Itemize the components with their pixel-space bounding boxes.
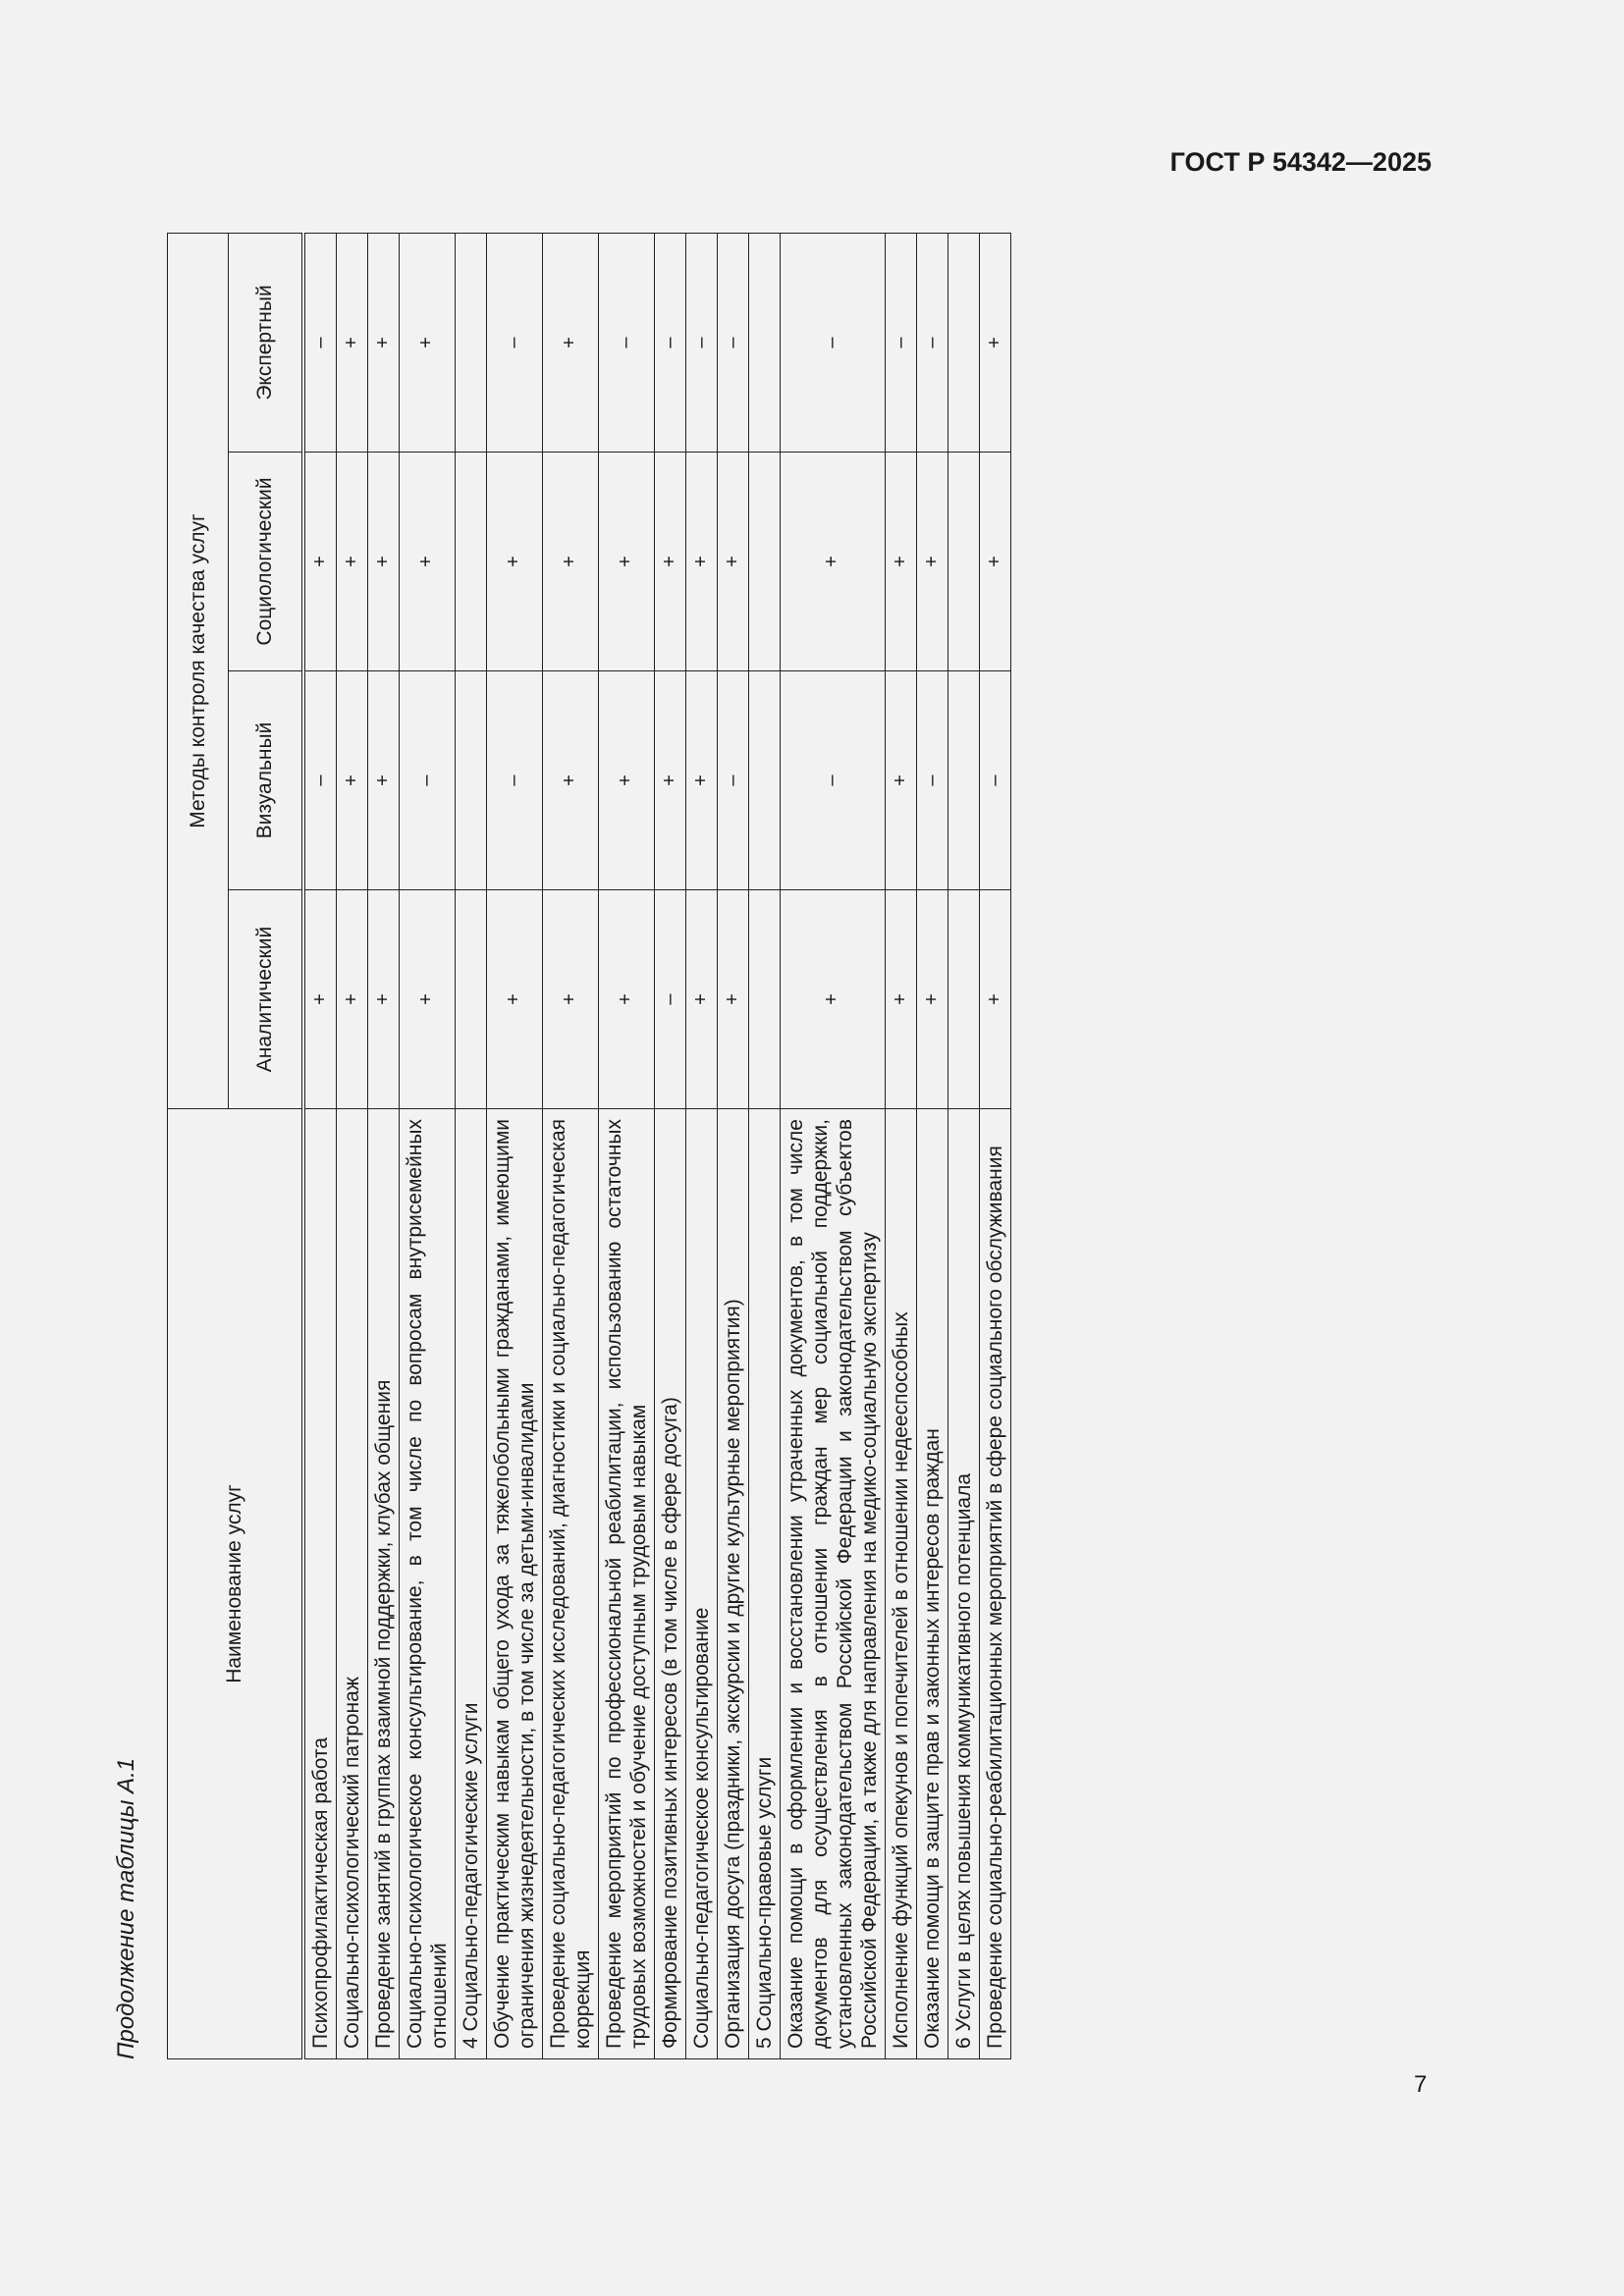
expert-mark: – [598, 233, 654, 452]
sociological-mark: + [399, 453, 455, 671]
sociological-mark: + [542, 453, 598, 671]
visual-mark: – [717, 671, 748, 890]
table-body [303, 233, 1011, 2058]
section-title: 4 Социально-педагогические услуги [455, 1109, 486, 2059]
analytic-mark [748, 890, 780, 1109]
sociological-mark: + [885, 453, 916, 671]
expert-mark: – [685, 233, 717, 452]
service-name: Психопрофилактическая работа [303, 1109, 337, 2059]
table-caption: Продолжение таблицы А.1 [113, 1757, 139, 2059]
services-table [167, 233, 1011, 2059]
expert-mark: – [717, 233, 748, 452]
service-name: Исполнение функций опекунов и попечителей в отношении недееспособных [885, 1109, 916, 2059]
table-row [979, 233, 1010, 2058]
visual-mark: – [486, 671, 542, 890]
sociological-mark: + [780, 453, 885, 671]
expert-mark: – [654, 233, 685, 452]
sociological-mark: + [717, 453, 748, 671]
sociological-mark: + [598, 453, 654, 671]
service-name: Организация досуга (праздники, экскурсии и другие культурные мероприятия) [717, 1109, 748, 2059]
service-name: Обучение практическим навыкам общего ухода за тяжелобольными гражданами, имеющими ограничения жизнедеятельности, в том числе за детьми-инвалидами [486, 1109, 542, 2059]
sociological-mark: + [685, 453, 717, 671]
expert-mark: + [542, 233, 598, 452]
expert-mark: + [979, 233, 1010, 452]
analytic-mark: + [542, 890, 598, 1109]
expert-mark [455, 233, 486, 452]
visual-mark [748, 671, 780, 890]
sociological-mark [947, 453, 979, 671]
col-header-analytic: Аналитический [229, 890, 303, 1109]
visual-mark: + [654, 671, 685, 890]
visual-mark: – [780, 671, 885, 890]
analytic-mark [455, 890, 486, 1109]
table-row [399, 233, 455, 2058]
analytic-mark: + [399, 890, 455, 1109]
page-number: 7 [1414, 2071, 1428, 2098]
table-row [486, 233, 542, 2058]
service-name: Социально-психологический патронаж [336, 1109, 367, 2059]
service-name: Проведение занятий в группах взаимной поддержки, клубах общения [367, 1109, 399, 2059]
table-row [717, 233, 748, 2058]
section-row [947, 233, 979, 2058]
sociological-mark [455, 453, 486, 671]
visual-mark: – [399, 671, 455, 890]
service-name: Проведение социально-реабилитационных мероприятий в сфере социального обслуживания [979, 1109, 1010, 2059]
rotated-table-area [113, 234, 1421, 2059]
analytic-mark: + [780, 890, 885, 1109]
analytic-mark [947, 890, 979, 1109]
visual-mark: + [367, 671, 399, 890]
table-header [168, 233, 303, 2058]
visual-mark: – [303, 671, 337, 890]
section-title: 6 Услуги в целях повышения коммуникативного потенциала [947, 1109, 979, 2059]
sociological-mark: + [336, 453, 367, 671]
service-name: Формирование позитивных интересов (в том числе в сфере досуга) [654, 1109, 685, 2059]
table-row [336, 233, 367, 2058]
section-row [748, 233, 780, 2058]
visual-mark [455, 671, 486, 890]
section-title: 5 Социально-правовые услуги [748, 1109, 780, 2059]
expert-mark [748, 233, 780, 452]
analytic-mark: + [367, 890, 399, 1109]
table-row [885, 233, 916, 2058]
sociological-mark [748, 453, 780, 671]
sociological-mark: + [486, 453, 542, 671]
table-row [303, 233, 337, 2058]
expert-mark: + [336, 233, 367, 452]
table-row [654, 233, 685, 2058]
col-header-visual: Визуальный [229, 671, 303, 890]
col-header-sociological: Социологический [229, 453, 303, 671]
analytic-mark: + [303, 890, 337, 1109]
visual-mark [947, 671, 979, 890]
sociological-mark: + [367, 453, 399, 671]
sociological-mark: + [979, 453, 1010, 671]
analytic-mark: + [685, 890, 717, 1109]
service-name: Оказание помощи в защите прав и законных интересов граждан [916, 1109, 947, 2059]
analytic-mark: + [885, 890, 916, 1109]
analytic-mark: + [336, 890, 367, 1109]
service-name: Проведение социально-педагогических исследований, диагностики и социально-педагогическая коррекция [542, 1109, 598, 2059]
visual-mark: – [979, 671, 1010, 890]
analytic-mark: + [979, 890, 1010, 1109]
visual-mark: + [885, 671, 916, 890]
standard-code: ГОСТ Р 54342—2025 [1169, 147, 1432, 177]
analytic-mark: + [916, 890, 947, 1109]
service-name: Социально-педагогическое консультирование [685, 1109, 717, 2059]
table-row [780, 233, 885, 2058]
expert-mark: + [367, 233, 399, 452]
sociological-mark: + [303, 453, 337, 671]
expert-mark: – [486, 233, 542, 452]
expert-mark: – [780, 233, 885, 452]
section-row [455, 233, 486, 2058]
analytic-mark: + [486, 890, 542, 1109]
table-row [542, 233, 598, 2058]
visual-mark: + [336, 671, 367, 890]
expert-mark [947, 233, 979, 452]
service-name: Социально-психологическое консультирование, в том числе по вопросам внутрисемейных отношений [399, 1109, 455, 2059]
visual-mark: – [916, 671, 947, 890]
service-name: Оказание помощи в оформлении и восстановлении утраченных документов, в том числе документов для осуществления в отношении граждан мер социальной поддержки, установленных законодательством Российской Федерации и законодательством субъектов Российской Федерации, а также для направления на медико-социальную экспертизу [780, 1109, 885, 2059]
table-row [598, 233, 654, 2058]
table-row [367, 233, 399, 2058]
expert-mark: – [916, 233, 947, 452]
analytic-mark: + [598, 890, 654, 1109]
group-header-methods: Методы контроля качества услуг [168, 233, 229, 1108]
visual-mark: + [598, 671, 654, 890]
table-row [916, 233, 947, 2058]
table-row [685, 233, 717, 2058]
sociological-mark: + [916, 453, 947, 671]
expert-mark: – [885, 233, 916, 452]
col-header-expert: Экспертный [229, 233, 303, 452]
expert-mark: – [303, 233, 337, 452]
col-header-name: Наименование услуг [168, 1109, 303, 2059]
service-name: Проведение мероприятий по профессиональной реабилитации, использованию остаточных трудовых возможностей и обучение доступным трудовым навыкам [598, 1109, 654, 2059]
expert-mark: + [399, 233, 455, 452]
sociological-mark: + [654, 453, 685, 671]
visual-mark: + [542, 671, 598, 890]
analytic-mark: – [654, 890, 685, 1109]
analytic-mark: + [717, 890, 748, 1109]
visual-mark: + [685, 671, 717, 890]
